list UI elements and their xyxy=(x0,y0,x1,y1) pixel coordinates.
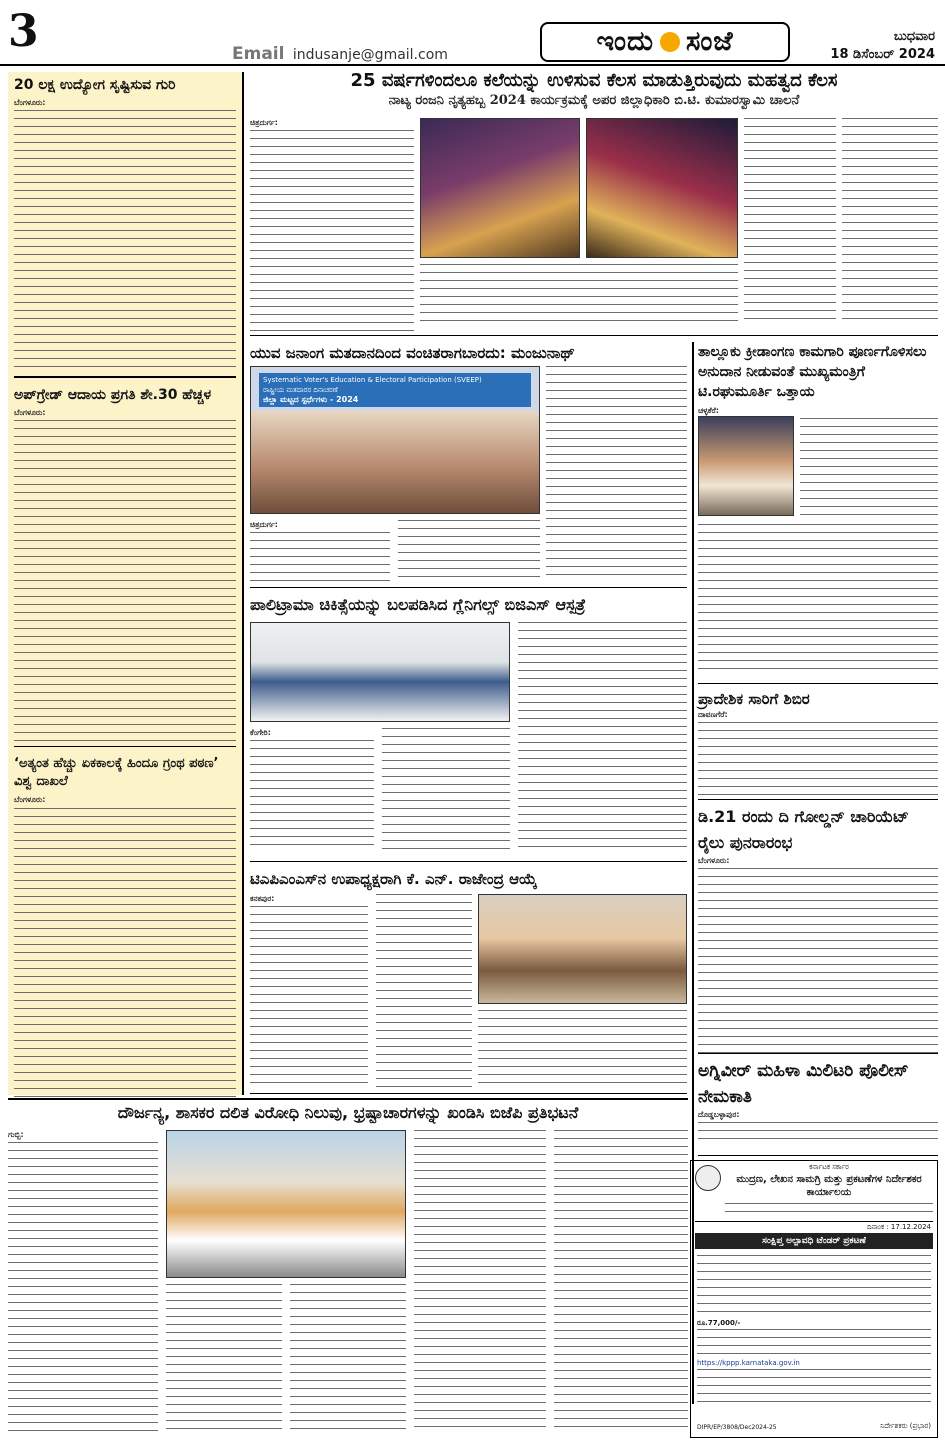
rail-story-3-body xyxy=(14,795,236,1097)
tapcms-story xyxy=(250,868,687,1094)
rail-story-2-dateline: ಬೆಂಗಳೂರು: xyxy=(14,407,46,417)
text-lines xyxy=(14,808,236,1098)
transport-body xyxy=(698,710,938,798)
tapcms-col-3 xyxy=(478,1010,687,1090)
lead-dateline: ಚಿತ್ರದುರ್ಗ: xyxy=(250,118,278,127)
tender-notice xyxy=(690,1160,938,1438)
tender-date: ದಿನಾಂಕ : 17.12.2024 xyxy=(866,1223,931,1231)
logo-left-text: ಇಂದು xyxy=(596,26,654,57)
train-story xyxy=(698,804,938,1054)
transport-story xyxy=(698,688,938,800)
text-lines xyxy=(8,1142,158,1434)
rail-story-1-body xyxy=(14,98,236,372)
email-label: Email xyxy=(232,44,285,64)
tender-footer-code: DIPR/EP/3808/Dec2024-25 xyxy=(697,1424,777,1431)
youth-col-right xyxy=(546,366,687,580)
email-address[interactable]: indusanje@gmail.com xyxy=(292,47,448,63)
tapcms-photo xyxy=(478,894,687,1004)
youth-col-2 xyxy=(398,520,540,580)
rail-story-3-title: ‘ಅತ್ಯಂತ ಹೆಚ್ಚು ಏಕಕಾಲಕ್ಕೆ ಹಿಂದೂ ಗ್ರಂಥ ಪಠಣ’ ವಿಶ್ವ ದಾಖಲೆ xyxy=(14,756,219,790)
text-lines xyxy=(14,110,236,372)
left-rail xyxy=(8,72,244,1095)
protest-story xyxy=(8,1102,688,1438)
train-body xyxy=(698,856,938,1054)
logo-right-text: ಸಂಜೆ xyxy=(686,26,734,57)
sun-icon xyxy=(660,32,680,52)
politician-photo xyxy=(698,416,794,516)
rail-story-3-dateline: ಬೆಂಗಳೂರು: xyxy=(14,795,46,805)
lead-photo-dancers xyxy=(586,118,738,258)
text-lines xyxy=(250,906,368,1088)
newspaper-logo xyxy=(540,22,790,62)
hospital-col-2 xyxy=(382,728,510,854)
hospital-dateline: ಕೆಂಗೇರಿ: xyxy=(250,728,271,737)
lead-col-4 xyxy=(842,118,938,326)
protest-col-2 xyxy=(166,1284,282,1430)
transport-headline: ಪ್ರಾದೇಶಿಕ ಸಾರಿಗೆ ಶಿಬಿರ xyxy=(698,690,810,708)
tender-address xyxy=(725,1203,933,1217)
page-number: 3 xyxy=(8,6,39,57)
government-emblem-icon xyxy=(695,1165,721,1191)
youth-headline: ಯುವ ಜನಾಂಗ ಮತದಾನದಿಂದ ವಂಚಿತರಾಗಬಾರದು: ಮಂಜುನಾಥ್ xyxy=(250,344,575,362)
tender-website-link[interactable]: https://kppp.karnataka.gov.in xyxy=(697,1359,800,1367)
divider xyxy=(14,746,236,748)
rail-story-1-title: 20 ಲಕ್ಷ ಉದ್ಯೋಗ ಸೃಷ್ಟಿಸುವ ಗುರಿ xyxy=(14,77,176,93)
stadium-dateline: ಚಳ್ಳಕೆರೆ: xyxy=(698,406,719,415)
sveep-banner-text: Systematic Voter's Education & Electoral Participation (SVEEP) xyxy=(263,376,482,384)
youth-voting-story xyxy=(250,342,687,588)
youth-photo xyxy=(250,366,540,514)
hospital-col-right xyxy=(518,622,687,854)
agniveer-headline: ಅಗ್ನಿವೀರ್ ಮಹಿಳಾ ಮಿಲಿಟರಿ ಪೊಲೀಸ್ ನೇಮಕಾತಿ xyxy=(698,1061,909,1107)
tender-body-3 xyxy=(697,1369,931,1405)
tapcms-col-2 xyxy=(376,894,472,1090)
rail-story-1-dateline: ಬೆಂಗಳೂರು: xyxy=(14,98,46,107)
sveep-banner-year: ಜಿಲ್ಲಾ ಮಟ್ಟದ ಸ್ಪರ್ಧೆಗಳು - 2024 xyxy=(263,395,359,404)
train-dateline: ಬೆಂಗಳೂರು: xyxy=(698,856,730,865)
protest-headline: ದೌರ್ಜನ್ಯ, ಶಾಸಕರ ದಲಿತ ವಿರೋಧಿ ನಿಲುವು, ಭ್ರಷ್ಟಾಚಾರಗಳನ್ನು ಖಂಡಿಸಿ ಬಿಜೆಪಿ ಪ್ರತಿಭಟನೆ xyxy=(117,1103,579,1122)
protest-col-3 xyxy=(290,1284,406,1430)
text-lines xyxy=(698,1122,938,1144)
sveep-banner-sub: ರಾಷ್ಟ್ರೀಯ ಮತದಾರರ ದಿನಾಚರಣೆ xyxy=(263,386,338,394)
divider xyxy=(8,1098,688,1100)
stadium-text-bottom xyxy=(698,524,938,676)
stadium-headline: ತಾಲ್ಲೂಕು ಕ್ರೀಡಾಂಗಣ ಕಾಮಗಾರಿ ಪೂರ್ಣಗೊಳಿಸಲು ಅನುದಾನ ನೀಡುವಂತೆ ಮುಖ್ಯಮಂತ್ರಿಗೆ ಟಿ.ರಘುಮೂರ್ತಿ ಒತ್ತಾಯ xyxy=(698,344,927,400)
email-line xyxy=(232,44,448,64)
protest-col-1 xyxy=(8,1130,158,1434)
protest-col-5 xyxy=(554,1130,688,1430)
tapcms-headline: ಟಿಎಪಿಎಂಎಸ್‌ನ ಉಪಾಧ್ಯಕ್ಷರಾಗಿ ಕೆ. ಎನ್. ರಾಜೇಂದ್ರ ಆಯ್ಕೆ xyxy=(250,870,538,888)
protest-dateline: ಗುಬ್ಬಿ: xyxy=(8,1130,24,1139)
tender-amount: ರೂ.77,000/- xyxy=(697,1319,741,1327)
hospital-col-1 xyxy=(250,728,374,852)
text-lines xyxy=(698,868,938,1054)
tender-notice-title: ಸಂಕ್ಷಿಪ್ತ ಅಲ್ಪಾವಧಿ ಟೆಂಡರ್ ಪ್ರಕಟಣೆ xyxy=(695,1233,933,1249)
stadium-dateline-line xyxy=(698,406,938,416)
tapcms-col-1 xyxy=(250,894,368,1088)
lead-subhead: ನಾಟ್ಯ ರಂಜನಿ ನೃತ್ಯಹಬ್ಬ 2024 ಕಾರ್ಯಕ್ರಮಕ್ಕೆ ಅಪರ ಜಿಲ್ಲಾಧಿಕಾರಿ ಬಿ.ಟಿ. ಕುಮಾರಸ್ವಾಮಿ ಚಾಲನೆ xyxy=(388,93,800,108)
tender-org-small: ಕರ್ನಾಟಕ ಸರ್ಕಾರ xyxy=(809,1163,849,1171)
lead-headline: 25 ವರ್ಷಗಳಿಂದಲೂ ಕಲೆಯನ್ನು ಉಳಿಸುವ ಕೆಲಸ ಮಾಡುತ್ತಿರುವುದು ಮಹತ್ವದ ಕೆಲಸ xyxy=(350,70,838,91)
hospital-headline: ಪಾಲಿಟ್ರಾಮಾ ಚಿಕಿತ್ಸೆಯನ್ನು ಬಲಪಡಿಸಿದ ಗ್ಲೆನಿಗಲ್ಸ್ ಬಿಜಿಎಸ್ ಆಸ್ಪತ್ರೆ xyxy=(250,595,586,614)
divider xyxy=(695,1221,933,1222)
text-lines xyxy=(14,420,236,742)
text-lines xyxy=(250,740,374,852)
stadium-story xyxy=(698,342,938,684)
issue-day: ಬುಧವಾರ xyxy=(893,29,935,44)
rail-story-2-body xyxy=(14,408,236,742)
issue-date-value: 18 ಡಿಸೆಂಬರ್ 2024 xyxy=(830,47,935,62)
youth-col-1 xyxy=(250,520,390,584)
lead-under-photo-text xyxy=(420,264,738,326)
agniveer-body xyxy=(698,1110,938,1144)
protest-col-4 xyxy=(414,1130,546,1430)
lead-photo-stage xyxy=(420,118,580,258)
tender-org-title: ಮುದ್ರಣ, ಲೇಖನ ಸಾಮಗ್ರಿ ಮತ್ತು ಪ್ರಕಟಣೆಗಳ ನಿರ್ದೇಶಕರ ಕಾರ್ಯಾಲಯ xyxy=(736,1174,922,1198)
stadium-text-right xyxy=(800,418,938,516)
issue-date xyxy=(830,28,935,64)
rail-story-2-title: ಅಪ್‌ಗ್ರೇಡ್ ಆದಾಯ ಪ್ರಗತಿ ಶೇ.30 ಹೆಚ್ಚಳ xyxy=(14,386,212,403)
lead-col-1 xyxy=(250,118,414,334)
text-lines xyxy=(250,130,414,334)
tapcms-dateline: ಕನಕಪುರ: xyxy=(250,894,275,903)
youth-dateline: ಚಿತ್ರದುರ್ಗ: xyxy=(250,520,278,529)
youth-photo-people xyxy=(251,411,539,513)
transport-dateline: ದಾವಣಗೆರೆ: xyxy=(698,710,728,719)
train-headline: ಡಿ.21 ರಂದು ದಿ ಗೋಲ್ಡನ್ ಚಾರಿಯೆಟ್ ರೈಲು ಪುನರಾರಂಭ xyxy=(698,807,909,852)
tender-body-1 xyxy=(697,1255,931,1317)
masthead xyxy=(0,0,945,66)
agniveer-dateline: ದೊಡ್ಡಬಳ್ಳಾಪುರ: xyxy=(698,1110,740,1119)
protest-photo xyxy=(166,1130,406,1278)
hospital-photo xyxy=(250,622,510,722)
lead-col-3 xyxy=(744,118,836,326)
tender-body-2 xyxy=(697,1329,931,1357)
divider xyxy=(14,376,236,378)
text-lines xyxy=(250,532,390,584)
agniveer-story xyxy=(698,1058,938,1156)
sveep-banner xyxy=(259,373,531,407)
text-lines xyxy=(698,722,938,798)
lead-story xyxy=(250,70,938,336)
hospital-story xyxy=(250,594,687,862)
tender-signature: ನಿರ್ದೇಶಕರು (ಪ್ರಭಾರ) xyxy=(880,1422,931,1430)
